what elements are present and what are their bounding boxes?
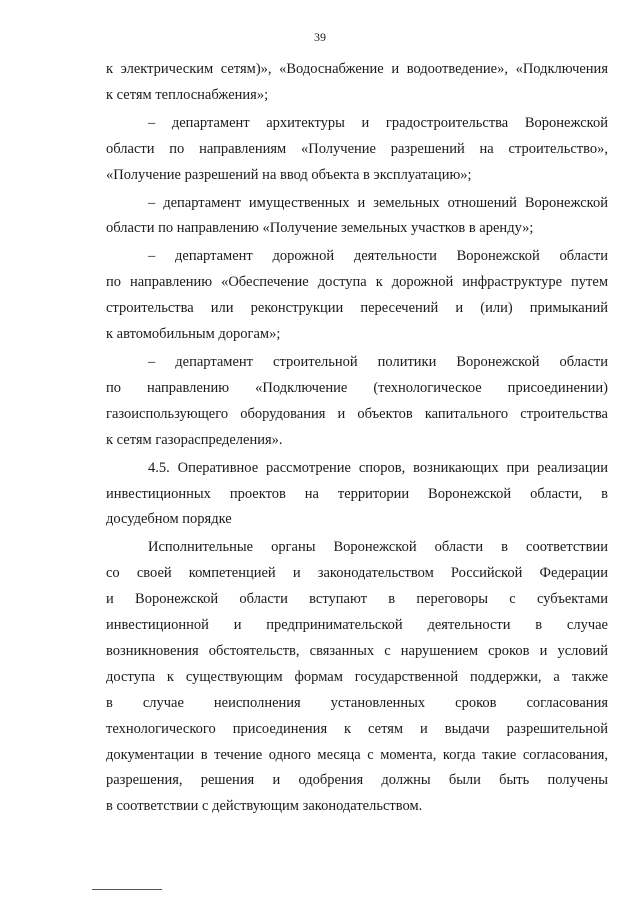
text-line: инвестиционной и предпринимательской деятельности в случае [106,617,608,634]
paragraph-road-department [106,244,608,348]
text-line: к автомобильным дорогам»; [106,326,281,343]
text-line: по направлению «Подключение (технологическое присоединении) [106,379,608,396]
text-line: – департамент имущественных и земельных отношений Воронежской [148,194,608,211]
text-line: «Получение разрешений на ввод объекта в эксплуатацию»; [106,166,472,183]
text-line: к сетям газораспределения». [106,431,283,448]
text-line: разрешения, решения и одобрения должны были быть получены [106,772,608,789]
text-line: и Воронежской области вступают в переговоры с субъектами [106,591,608,608]
paragraph-property-department [106,191,608,243]
text-line: строительства или реконструкции пересечений и (или) примыканий [106,300,608,317]
document-body [106,57,608,820]
text-line: Исполнительные органы Воронежской области в соответствии [148,539,608,556]
text-line: 4.5. Оперативное рассмотрение споров, возникающих при реализации [148,459,608,476]
footer-rule [92,889,162,890]
text-line: в соответствии с действующим законодательством. [106,798,423,815]
text-line: инвестиционных проектов на территории Воронежской области, в [106,485,608,502]
text-line: досудебном порядке [106,511,232,528]
text-line: доступа к существующим формам государственной поддержки, а также [106,668,608,685]
text-line: к электрическим сетям)», «Водоснабжение и водоотведение», «Подключения [106,61,608,77]
text-line: – департамент строительной политики Воронежской области [148,353,608,370]
paragraph-architecture-department [106,111,608,189]
text-line: области по направлению «Получение земельных участков в аренду»; [106,220,534,237]
text-line: – департамент архитектуры и градостроительства Воронежской [148,114,608,131]
paragraph-utility-connections [106,57,608,109]
text-line: газоиспользующего оборудования и объектов капитального строительства [106,405,608,422]
text-line: по направлению «Обеспечение доступа к дорожной инфраструктуре путем [106,274,608,291]
text-line: к сетям теплоснабжения»; [106,86,269,103]
page-number: 39 [314,30,326,44]
text-line: со своей компетенцией и законодательством Российской Федерации [106,565,608,582]
text-line: области по направлениям «Получение разрешений на строительство», [106,140,608,157]
text-line: технологического присоединения к сетям и выдачи разрешительной [106,720,608,737]
text-line: документации в течение одного месяца с момента, когда такие согласования, [106,746,608,763]
paragraph-dispute-resolution [106,535,608,820]
paragraph-construction-department [106,350,608,454]
text-line: – департамент дорожной деятельности Воронежской области [148,248,608,265]
section-heading-4-5 [106,456,608,534]
text-line: возникновения обстоятельств, связанных с нарушением сроков и условий [106,642,608,659]
text-line: в случае неисполнения установленных сроков согласования [106,694,608,711]
